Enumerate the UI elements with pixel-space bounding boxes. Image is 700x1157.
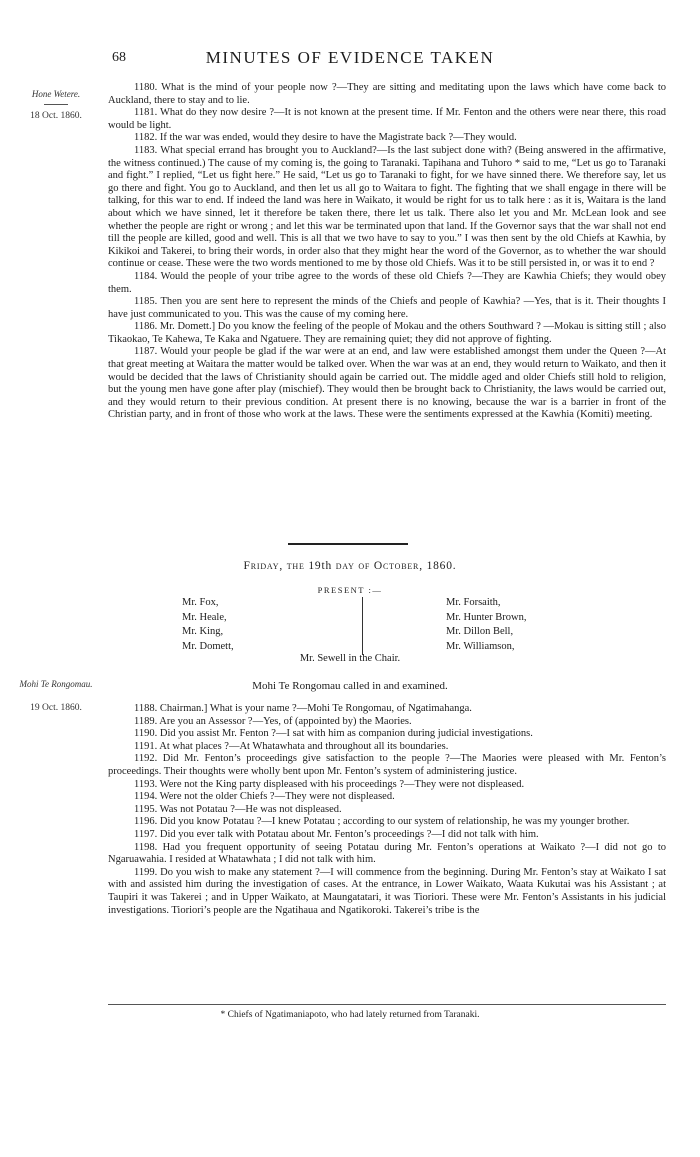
members-bracket <box>362 597 363 655</box>
question-paragraph: 1198. Had you frequent opportunity of seeing Potatau during Mr. Fenton’s operations at Waikato ?—I did not go to Ngaruawahia. I resided at Whatawhata ; I did not talk with him. <box>108 841 666 866</box>
question-paragraph: 1189. Are you an Assessor ?—Yes, of (appointed by) the Maories. <box>134 715 412 727</box>
member-name: Mr. Dillon Bell, <box>446 626 514 637</box>
question-paragraph: 1191. At what places ?—At Whatawhata and throughout all its boundaries. <box>134 740 449 752</box>
margin-rule <box>44 104 68 105</box>
members-left <box>182 596 234 654</box>
question-paragraph: 1190. Did you assist Mr. Fenton ?—I sat with him as companion during judicial investigations. <box>134 728 533 740</box>
member-name: Mr. Fox, <box>182 597 219 608</box>
question-paragraph: 1197. Did you ever talk with Potatau about Mr. Fenton’s proceedings ?—I did not talk with him. <box>134 828 539 840</box>
chair-line: Mr. Sewell in the Chair. <box>299 653 401 664</box>
page-number: 68 <box>112 50 126 65</box>
question-paragraph: 1188. Chairman.] What is your name ?—Mohi Te Rongomau, of Ngatimahanga. <box>134 703 472 714</box>
margin-witness-name: Hone Wetere. <box>31 89 81 99</box>
question-paragraph: 1183. What special errand has brought you to Auckland?—Is the last subject done with? (Being answered in the affirmative, the witness continued.) The cause of my coming is, the going to Taranaki. Tapihana and Tuhoro * said to me, “Let us go to Taranaki and fight.” I replied, “Let us fight here.” He said, “Let us go to Taranaki to fight, for we have sinned there. We therefore say, let us go there and fight. You go to Auckland, and then let us all go to Waitara to fight. The fighting that we shall engage in there will be talking, for this war to end. If indeed the land was here in Waikato, it would be right for us to talk here : as it is, Waitara is the land about which we have sinned, let it therefore be taken there, there let us talk. There also let you and Mr. McLean look and see whether the people are right or wrong ; and let this war be terminated upon that land. If the Governor says that the war shall not end till the people are killed, good and well. This is all that we two have to say to you.” I was then sent by the old Chiefs at Kawhia, by Kikikoi and Takerei, to bring their words, in order also that they might hear the word of the Governor, as to whether the war should continue or cease. These were the two words mentioned to me by those old Chiefs. Was it to be still persisted in, or was it to end ? <box>108 144 666 270</box>
running-head: MINUTES OF EVIDENCE TAKEN <box>205 48 495 67</box>
present-label: PRESENT :— <box>317 585 383 595</box>
member-name: Mr. Hunter Brown, <box>446 611 527 623</box>
question-paragraph: 1199. Do you wish to make any statement ?—I will commence from the beginning. During Mr. Fenton’s stay at Waikato I sat with and assisted him during the investigation of cases. At the entrance, in Lower Waikato, Waata Kukutai was his Assistant ; at Taupiri it was Takerei ; and in Upper Waikato, at Maungatatari, it was Tioriori. These were Mr. Fenton’s Assistants in his judicial investigations. Tioriori’s people are the Ngatihaua and Ngatikoroki. Takerei’s tribe is the <box>108 866 666 916</box>
member-name: Mr. Domett, <box>182 640 234 652</box>
section-divider <box>288 543 408 545</box>
question-paragraph: 1186. Mr. Domett.] Do you know the feeling of the people of Mokau and the others Southward ? —Mokau is sitting still ; also Tikaokao, Te Kahewa, Te Kaka and Ngatuere. They are remaining quiet; they did not approve of fighting. <box>108 321 666 345</box>
question-paragraph: 1180. What is the mind of your people now ?—They are sitting and meditating upon the laws which have come back to Auckland, there to stay and to lie. <box>108 82 666 106</box>
member-name: Mr. Heale, <box>182 611 227 623</box>
question-paragraph: 1182. If the war was ended, would they desire to have the Magistrate back ?—They would. <box>134 132 517 144</box>
margin-date: 18 Oct. 1860. <box>30 111 82 121</box>
member-name: Mr. King, <box>182 626 224 637</box>
question-paragraph: 1195. Was not Potatau ?—He was not displeased. <box>134 803 342 815</box>
evidence-text <box>108 82 666 422</box>
question-paragraph: 1187. Would your people be glad if the war were at an end, and law were established amongst them under the Queen ?—At that great meeting at Waitara the matter would be talked over. When the war was at an end, they would return to Waikato, and then it would be decided that the laws of Christianity should again be carried out. The middle aged and older Chiefs still hold to religion, but the young men have gone after play (mischief). They would then be brought back to Christianity, the laws would be carried out, and they would return to their previous condition. At present there is no knowing, because the war is a barrier in front of the Christian party, and in front of those who work at the laws. These were the sentiments expressed at the Kawhia (Komiti) meeting. <box>108 346 666 421</box>
question-paragraph: 1194. Were not the older Chiefs ?—They were not displeased. <box>134 791 395 803</box>
question-paragraph: 1185. Then you are sent here to represent the minds of the Chiefs and people of Kawhia? —Yes, that is it. Their thoughts I have just communicated to you. This was the cause of my coming here. <box>108 296 666 320</box>
witness-called-line: Mohi Te Rongomau called in and examined. <box>252 680 448 692</box>
footnote-rule <box>108 1004 666 1005</box>
member-name: Mr. Williamson, <box>446 640 515 652</box>
question-paragraph: 1181. What do they now desire ?—It is not known at the present time. If Mr. Fenton and the others were near there, this road would be light. <box>108 107 666 131</box>
question-paragraph: 1193. Were not the King party displeased with his proceedings ?—They were not displeased. <box>134 778 525 790</box>
member-name: Mr. Forsaith, <box>446 597 501 608</box>
evidence-text <box>108 703 666 917</box>
sitting-heading: Friday, the 19th day of October, 1860. <box>243 560 457 572</box>
members-right <box>446 596 527 654</box>
question-paragraph: 1192. Did Mr. Fenton’s proceedings give satisfaction to the people ?—The Maories were pleased with Mr. Fenton’s proceedings. Their thoughts were wholly bent upon Mr. Fenton’s system of administering justice. <box>108 753 666 777</box>
footnote: * Chiefs of Ngatimaniapoto, who had lately returned from Taranaki. <box>220 1010 480 1020</box>
margin-date: 19 Oct. 1860. <box>30 703 82 713</box>
question-paragraph: 1196. Did you know Potatau ?—I knew Potatau ; according to our system of relationship, he was my younger brother. <box>134 816 630 828</box>
margin-witness-name: Mohi Te Rongomau. <box>19 679 93 689</box>
question-paragraph: 1184. Would the people of your tribe agree to the words of these old Chiefs ?—They are Kawhia Chiefs; they would obey them. <box>108 270 666 295</box>
